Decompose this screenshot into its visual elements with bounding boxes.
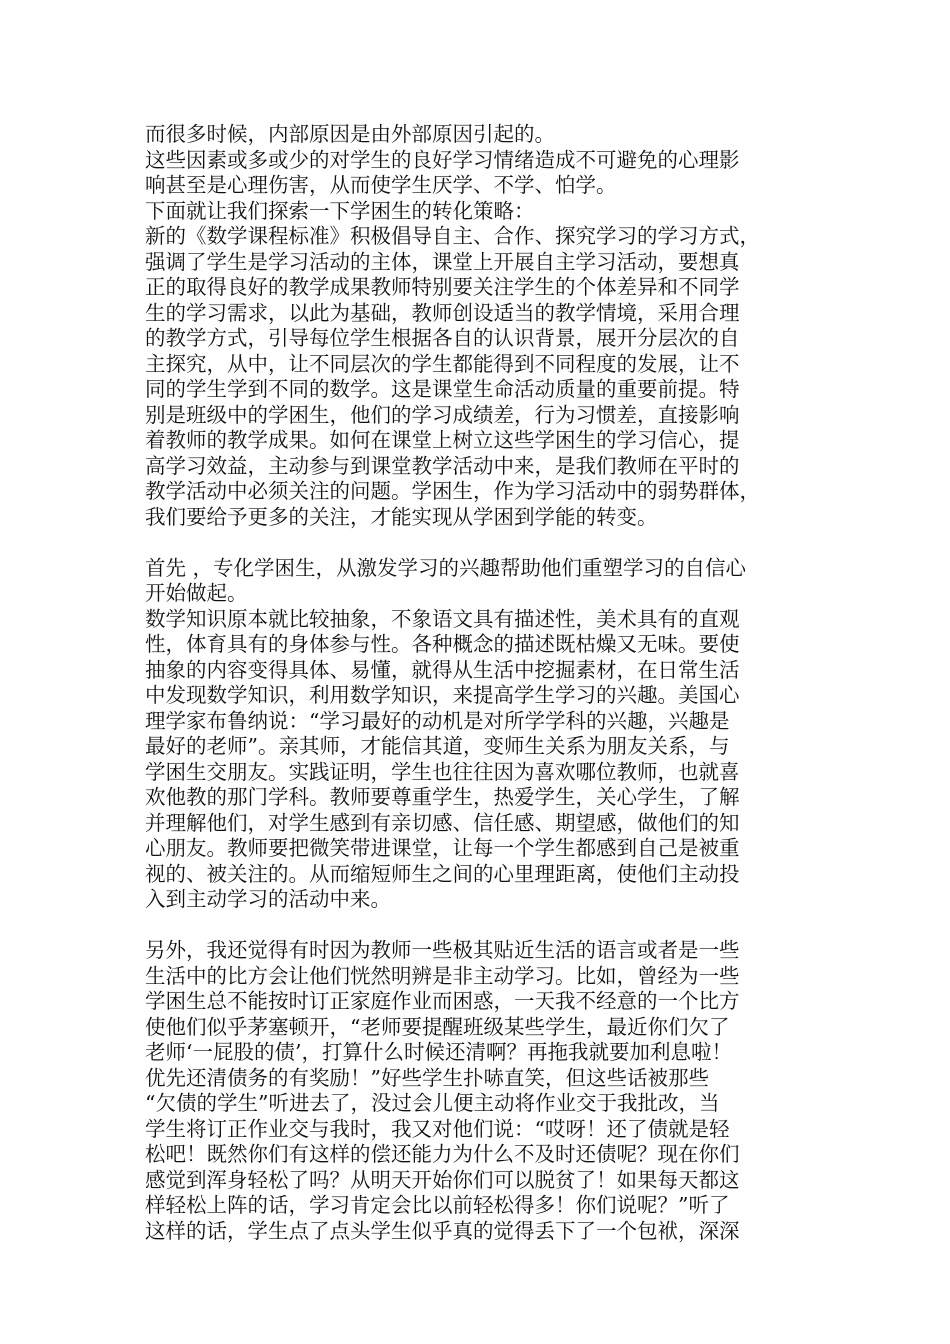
paragraph-gap [145,530,825,556]
text-line: 新的《数学课程标准》积极倡导自主、合作、探究学习的学习方式， [145,224,760,248]
text-line: 数学知识原本就比较抽象，不象语文具有描述性，美术具有的直观 [145,606,740,631]
text-line: 另外，我还觉得有时因为教师一些极其贴近生活的语言或者是一些 [145,938,740,962]
text-line: 的教学方式，引导每位学生根据各自的认识背景，展开分层次的自 [145,326,740,350]
text-line: 而很多时候，内部原因是由外部原因引起的。 [145,122,555,146]
text-line: “欠债的学生”听进去了，没过会儿便主动将作业交于我批改，当 [145,1091,720,1115]
text-line: 着教师的教学成果。如何在课堂上树立这些学困生的学习信心，提 [145,428,740,452]
text-line: 最好的老师”。亲其师，才能信其道，变师生关系为朋友关系，与 [145,734,730,758]
text-line: 理学家布鲁纳说：“学习最好的动机是对所学学科的兴趣，兴趣是 [145,708,730,733]
text-line: 欢他教的那门学科。教师要尊重学生，热爱学生，关心学生，了解 [145,785,740,809]
text-line: 生的学习需求，以此为基础，教师创设适当的教学情境，采用合理 [145,300,740,325]
text-line: 学生将订正作业交与我时，我又对他们说：“哎呀！还了债就是轻 [145,1116,730,1141]
text-line: 中发现数学知识，利用数学知识，来提高学生学习的兴趣。美国心 [145,683,740,707]
text-line: 学困生交朋友。实践证明，学生也往往因为喜欢哪位教师，也就喜 [145,759,740,784]
document-body [145,122,825,1244]
text-line: 强调了学生是学习活动的主体，课堂上开展自主学习活动，要想真 [145,249,740,274]
text-line: 心朋友。教师要把微笑带进课堂，让每一个学生都感到自己是被重 [145,836,740,860]
text-line: 响甚至是心理伤害，从而使学生厌学、不学、怕学。 [145,173,617,197]
text-line: 老师‘一屁股的债’，打算什么时候还清啊？再拖我就要加利息啦！ [145,1040,733,1064]
text-line: 感觉到浑身轻松了吗？从明天开始你们可以脱贫了！如果每天都这 [145,1167,740,1192]
text-line: 主探究，从中，让不同层次的学生都能得到不同程度的发展，让不 [145,351,740,376]
text-line: 入到主动学习的活动中来。 [145,887,391,911]
text-line: 性，体育具有的身体参与性。各种概念的描述既枯燥又无味。要使 [145,632,740,656]
text-line: 别是班级中的学困生，他们的学习成绩差，行为习惯差，直接影响 [145,402,740,427]
text-line: 开始做起。 [145,581,248,605]
text-line: 使他们似乎茅塞顿开，“老师要提醒班级某些学生，最近你们欠了 [145,1014,730,1039]
text-line: 学困生总不能按时订正家庭作业而困惑，一天我不经意的一个比方 [145,989,740,1013]
text-line: 首先 ，专化学困生，从激发学习的兴趣帮助他们重塑学习的自信心 [145,555,747,580]
text-line: 下面就让我们探索一下学困生的转化策略： [145,198,535,223]
text-line: 视的、被关注的。从而缩短师生之间的心里理距离，使他们主动投 [145,861,740,886]
text-line: 同的学生学到不同的数学。这是课堂生命活动质量的重要前提。特 [145,377,740,401]
text-line: 教学活动中必须关注的问题。学困生，作为学习活动中的弱势群体， [145,479,760,503]
text-line: 这些因素或多或少的对学生的良好学习情绪造成不可避免的心理影 [145,147,740,172]
text-line: 优先还清债务的有奖励！”好些学生扑哧直笑，但这些话被那些 [145,1065,709,1090]
text-line: 这样的话，学生点了点头学生似乎真的觉得丢下了一个包袱，深深 [145,1218,740,1243]
text-line: 抽象的内容变得具体、易懂，就得从生活中挖掘素材，在日常生活 [145,657,740,682]
text-line: 正的取得良好的教学成果教师特别要关注学生的个体差异和不同学 [145,275,740,299]
text-line: 高学习效益，主动参与到课堂教学活动中来，是我们教师在平时的 [145,453,740,478]
text-line: 我们要给予更多的关注，才能实现从学困到学能的转变。 [145,504,658,529]
text-line: 并理解他们，对学生感到有亲切感、信任感、期望感，做他们的知 [145,810,740,835]
text-line: 生活中的比方会让他们恍然明辨是非主动学习。比如，曾经为一些 [145,963,740,988]
text-line: 样轻松上阵的话，学习肯定会比以前轻松得多！你们说呢？”听了 [145,1193,730,1217]
text-line: 松吧！既然你们有这样的偿还能力为什么不及时还债呢？现在你们 [145,1142,740,1166]
paragraph-gap [145,913,825,939]
